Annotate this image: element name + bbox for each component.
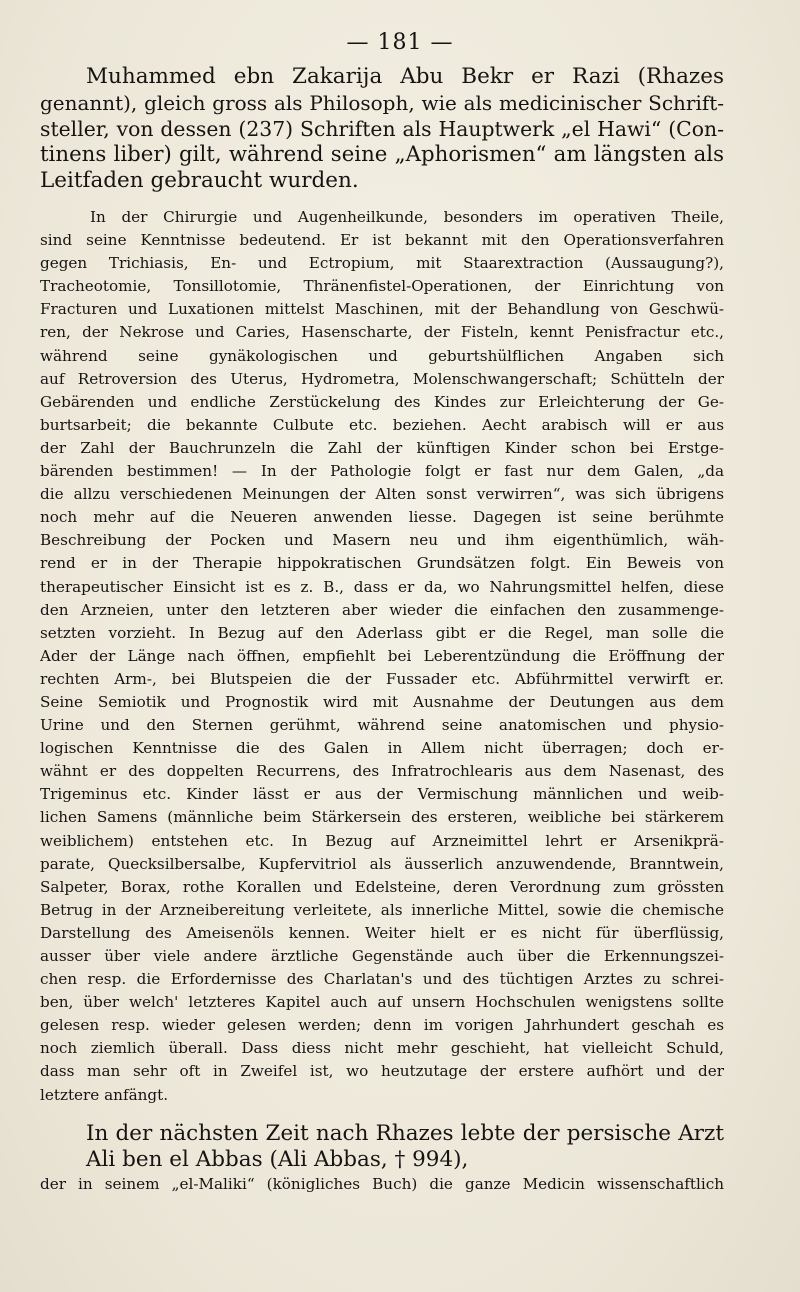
text-line: Seine Semiotik und Prognostik wird mit Ausnahme der Deutungen aus dem (40, 692, 724, 711)
text-line: In der nächsten Zeit nach Rhazes lebte der persische Arzt (86, 1120, 724, 1146)
text-line: Darstellung des Ameisenöls kennen. Weiter hielt er es nicht für überflüssig, (40, 923, 724, 942)
text-line: der Zahl der Bauchrunzeln die Zahl der künftigen Kinder schon bei Erstge- (40, 438, 724, 457)
text-line: bärenden bestimmen! — In der Pathologie folgt er fast nur dem Galen, „da (40, 462, 724, 481)
text-line: die allzu verschiedenen Meinungen der Alten sonst verwirren“, was sich übrigens (40, 485, 724, 504)
text-line: setzten vorzieht. In Bezug auf den Aderlass gibt er die Regel, man solle die (40, 623, 724, 642)
text-line: rechten Arm-, bei Blutspeien die der Fussader etc. Abführmittel verwirft er. (40, 669, 724, 688)
text-line: Muhammed ebn Zakarija Abu Bekr er Razi (Rhazes (86, 64, 724, 89)
text-line: In der Chirurgie und Augenheilkunde, besonders im operativen Theile, (90, 208, 724, 226)
page-body (40, 64, 724, 1195)
text-line: noch mehr auf die Neueren anwenden liesse. Dagegen ist seine berühmte (40, 508, 724, 527)
text-line: therapeutischer Einsicht ist es z. B., dass er da, wo Nahrungsmittel helfen, diese (40, 577, 724, 596)
text-line: dass man sehr oft in Zweifel ist, wo heutzutage der erstere aufhört und der (40, 1062, 724, 1081)
page-number: — 181 — (346, 30, 454, 55)
text-line: Fracturen und Luxationen mittelst Maschinen, mit der Behandlung von Geschwü- (40, 300, 724, 319)
text-line: sind seine Kenntnisse bedeutend. Er ist bekannt mit den Operationsverfahren (40, 231, 724, 250)
text-line: steller, von dessen (237) Schriften als Hauptwerk „el Hawi“ (Con- (40, 117, 724, 141)
text-line: Beschreibung der Pocken und Masern neu und ihm eigenthümlich, wäh- (40, 531, 724, 550)
paragraph-ali-abbas (40, 1121, 724, 1173)
text-line: Salpeter, Borax, rothe Korallen und Edelsteine, deren Verordnung zum grössten (40, 877, 724, 896)
text-line: tinens liber) gilt, während seine „Aphorismen“ am längsten als (40, 142, 724, 167)
text-line: wähnt er des doppelten Recurrens, des Infratrochlearis aus dem Nasenast, des (40, 762, 724, 781)
text-line: Leitfaden gebraucht wurden. (40, 168, 359, 193)
text-line: genannt), gleich gross als Philosoph, wie als medicinischer Schrift- (40, 91, 724, 115)
text-line: Ali ben el Abbas (Ali Abbas, † 994), (86, 1146, 469, 1172)
text-line: weiblichem) entstehen etc. In Bezug auf Arzneimittel lehrt er Arsenikprä- (40, 831, 724, 850)
text-line: ben, über welch' letzteres Kapitel auch auf unsern Hochschulen wenigstens sollte (40, 993, 724, 1012)
text-line: lichen Samens (männliche beim Stärkersein des ersteren, weibliche bei stärkerem (40, 808, 724, 827)
text-line: noch ziemlich überall. Dass diess nicht mehr geschieht, hat vielleicht Schuld, (40, 1039, 724, 1058)
text-line: parate, Quecksilbersalbe, Kupfervitriol als äusserlich anzuwendende, Branntwein, (40, 854, 724, 873)
text-line: Ader der Länge nach öffnen, empfiehlt bei Leberentzündung die Eröffnung der (40, 646, 724, 665)
text-line: der in seinem „el-Maliki“ (königliches Buch) die ganze Medicin wissenschaftlich (40, 1174, 724, 1193)
text-line: chen resp. die Erfordernisse des Charlatan's und des tüchtigen Arztes zu schrei- (40, 970, 724, 989)
text-line: Gebärenden und endliche Zerstückelung des Kindes zur Erleichterung der Ge- (40, 392, 724, 411)
text-line: den Arzneien, unter den letzteren aber wieder die einfachen den zusammenge- (40, 600, 724, 619)
paragraph-el-maliki (40, 1173, 724, 1195)
paragraph-surgery (40, 206, 724, 1107)
text-line: letztere anfängt. (40, 1085, 169, 1104)
paragraph-rhazes-intro (40, 64, 724, 194)
text-line: während seine gynäkologischen und geburtshülflichen Angaben sich (40, 346, 724, 365)
text-line: gegen Trichiasis, En- und Ectropium, mit Staarextraction (Aussaugung?), (40, 254, 724, 273)
text-line: auf Retroversion des Uterus, Hydrometra, Molenschwangerschaft; Schütteln der (40, 369, 724, 388)
text-line: Urine und den Sternen gerühmt, während seine anatomischen und physio- (40, 716, 724, 735)
text-line: Betrug in der Arzneibereitung verleitete, als innerliche Mittel, sowie die chemische (40, 900, 724, 919)
text-line: gelesen resp. wieder gelesen werden; denn im vorigen Jahrhundert geschah es (40, 1016, 724, 1035)
text-line: rend er in der Therapie hippokratischen Grundsätzen folgt. Ein Beweis von (40, 554, 724, 573)
text-line: Trigeminus etc. Kinder lässt er aus der Vermischung männlichen und weib- (40, 785, 724, 804)
text-line: Tracheotomie, Tonsillotomie, Thränenfistel-Operationen, der Einrichtung von (40, 277, 724, 296)
text-line: logischen Kenntnisse die des Galen in Allem nicht überragen; doch er- (40, 739, 724, 758)
text-line: ren, der Nekrose und Caries, Hasenscharte, der Fisteln, kennt Penisfractur etc., (40, 323, 724, 342)
text-line: ausser über viele andere ärztliche Gegenstände auch über die Erkennungszei- (40, 947, 724, 965)
text-line: burtsarbeit; die bekannte Culbute etc. beziehen. Aecht arabisch will er aus (40, 415, 724, 434)
